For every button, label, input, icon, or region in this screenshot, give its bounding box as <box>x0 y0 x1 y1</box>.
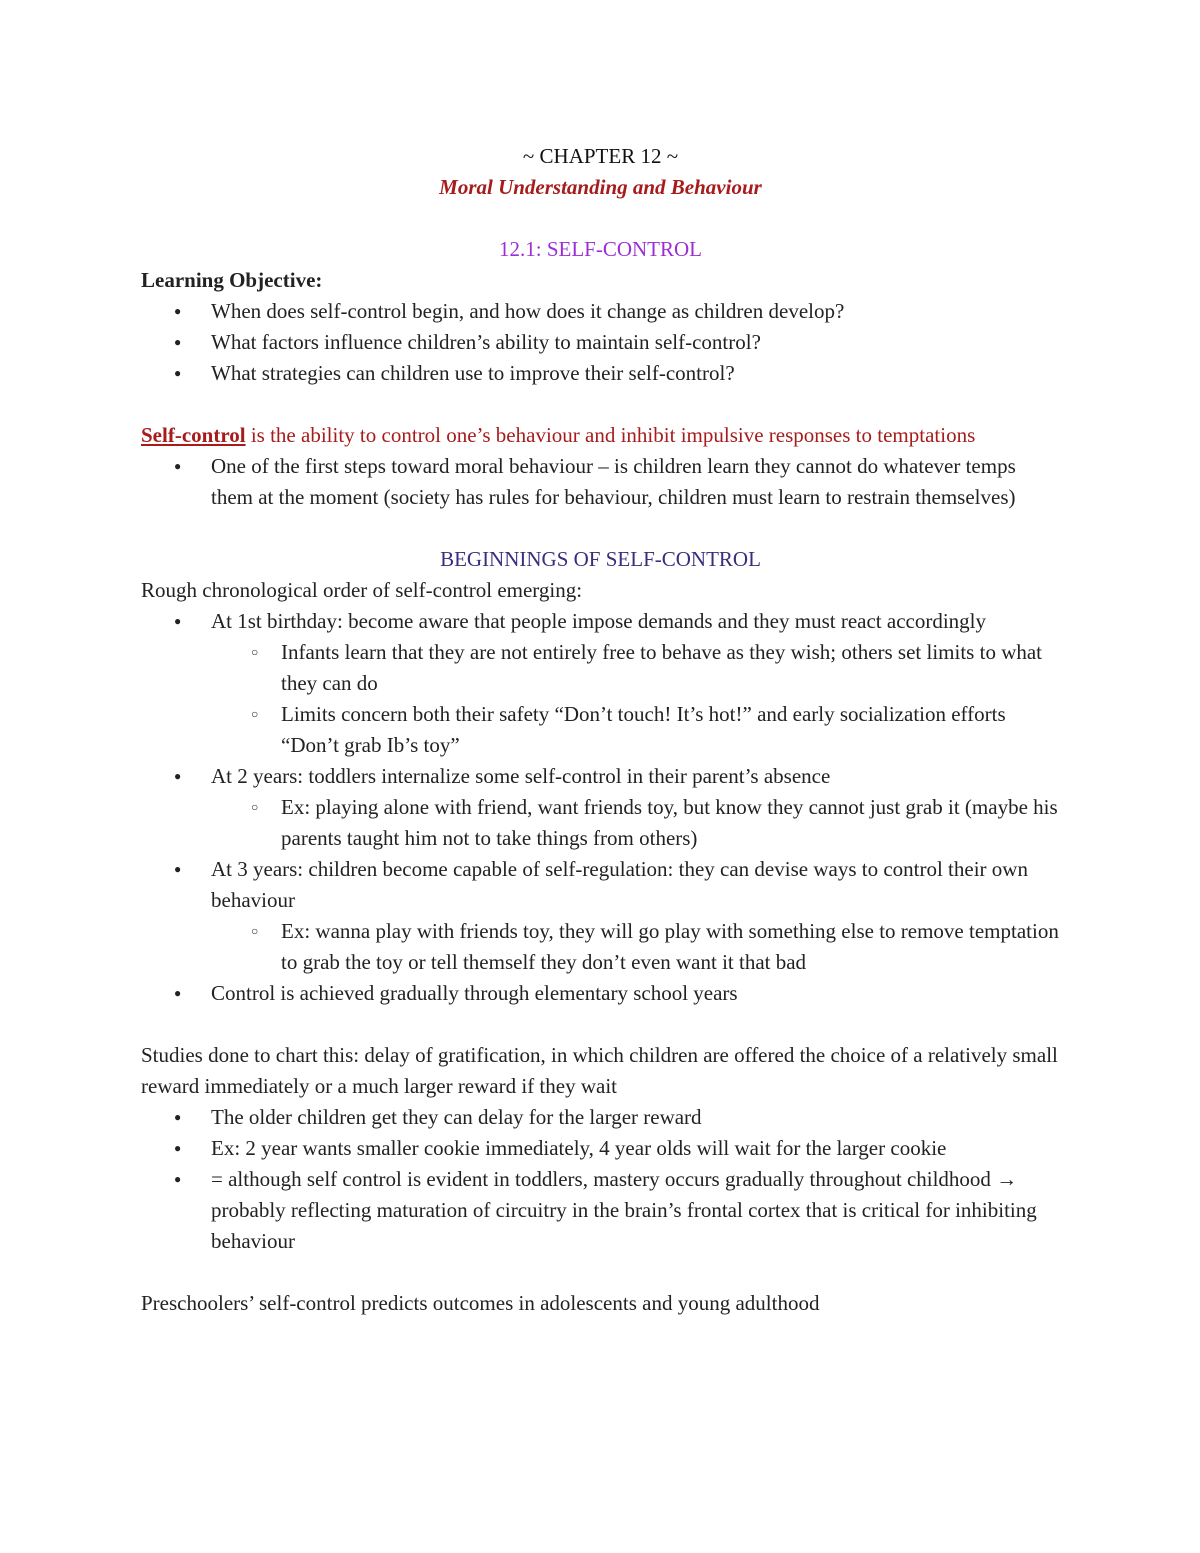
list-item: ● = although self control is evident in toddlers, mastery occurs gradually throughout childhood → probably reflecting maturation of circuitry in the brain’s frontal cortex that is critical for inhibiting behaviour <box>141 1164 1060 1257</box>
studies-list <box>141 1102 1060 1257</box>
sub-list-item: ○ Infants learn that they are not entirely free to behave as they wish; others set limits to what they can do <box>211 637 1060 699</box>
objectives-list <box>141 296 1060 389</box>
closing-paragraph: Preschoolers’ self-control predicts outcomes in adolescents and young adulthood <box>141 1291 820 1315</box>
beginnings-list <box>141 606 1060 1009</box>
list-item-text: At 3 years: children become capable of self-regulation: they can devise ways to control their own behaviour <box>211 857 1028 912</box>
list-item <box>141 761 1060 854</box>
definition-list <box>141 451 1060 513</box>
definition-text: is the ability to control one’s behaviour and inhibit impulsive responses to temptations <box>245 423 976 447</box>
list-item-text: At 2 years: toddlers internalize some self-control in their parent’s absence <box>211 764 831 788</box>
sub-list <box>211 792 1060 854</box>
list-item: ● What factors influence children’s ability to maintain self-control? <box>141 327 1060 358</box>
sub-list-item: ○ Ex: playing alone with friend, want friends toy, but know they cannot just grab it (maybe his parents taught him not to take things from others) <box>211 792 1060 854</box>
list-item: ● The older children get they can delay for the larger reward <box>141 1102 1060 1133</box>
chapter-heading: ~ CHAPTER 12 ~ <box>522 144 679 168</box>
list-item-text: Control is achieved gradually through elementary school years <box>211 981 738 1005</box>
sub-list-item: ○ Ex: wanna play with friends toy, they will go play with something else to remove temptation to grab the toy or tell themself they don’t even want it that bad <box>211 916 1060 978</box>
sub-list-item: ○ Limits concern both their safety “Don’t touch! It’s hot!” and early socialization efforts “Don’t grab Ib’s toy” <box>211 699 1060 761</box>
list-item: ● When does self-control begin, and how does it change as children develop? <box>141 296 1060 327</box>
definition-term: Self-control <box>141 423 246 447</box>
section-title-self-control: 12.1: SELF-CONTROL <box>498 237 702 261</box>
sub-list <box>211 916 1060 978</box>
list-item: ● Ex: 2 year wants smaller cookie immediately, 4 year olds will wait for the larger cookie <box>141 1133 1060 1164</box>
beginnings-intro: Rough chronological order of self-control emerging: <box>141 578 583 602</box>
definition-paragraph <box>141 420 1060 451</box>
studies-paragraph: Studies done to chart this: delay of gratification, in which children are offered the choice of a relatively small reward immediately or a much larger reward if they wait <box>141 1043 1058 1098</box>
list-item <box>141 606 1060 761</box>
list-item <box>141 978 1060 1009</box>
list-item: ● One of the first steps toward moral behaviour – is children learn they cannot do whatever temps them at the moment (society has rules for behaviour, children must learn to restrain themselves) <box>141 451 1060 513</box>
chapter-subtitle: Moral Understanding and Behaviour <box>439 175 762 199</box>
list-item: ● What strategies can children use to improve their self-control? <box>141 358 1060 389</box>
learning-objective-label: Learning Objective: <box>141 268 323 292</box>
sub-list <box>211 637 1060 761</box>
list-item-text: At 1st birthday: become aware that people impose demands and they must react accordingly <box>211 609 987 633</box>
section-title-beginnings: BEGINNINGS OF SELF-CONTROL <box>440 547 761 571</box>
list-item <box>141 854 1060 978</box>
